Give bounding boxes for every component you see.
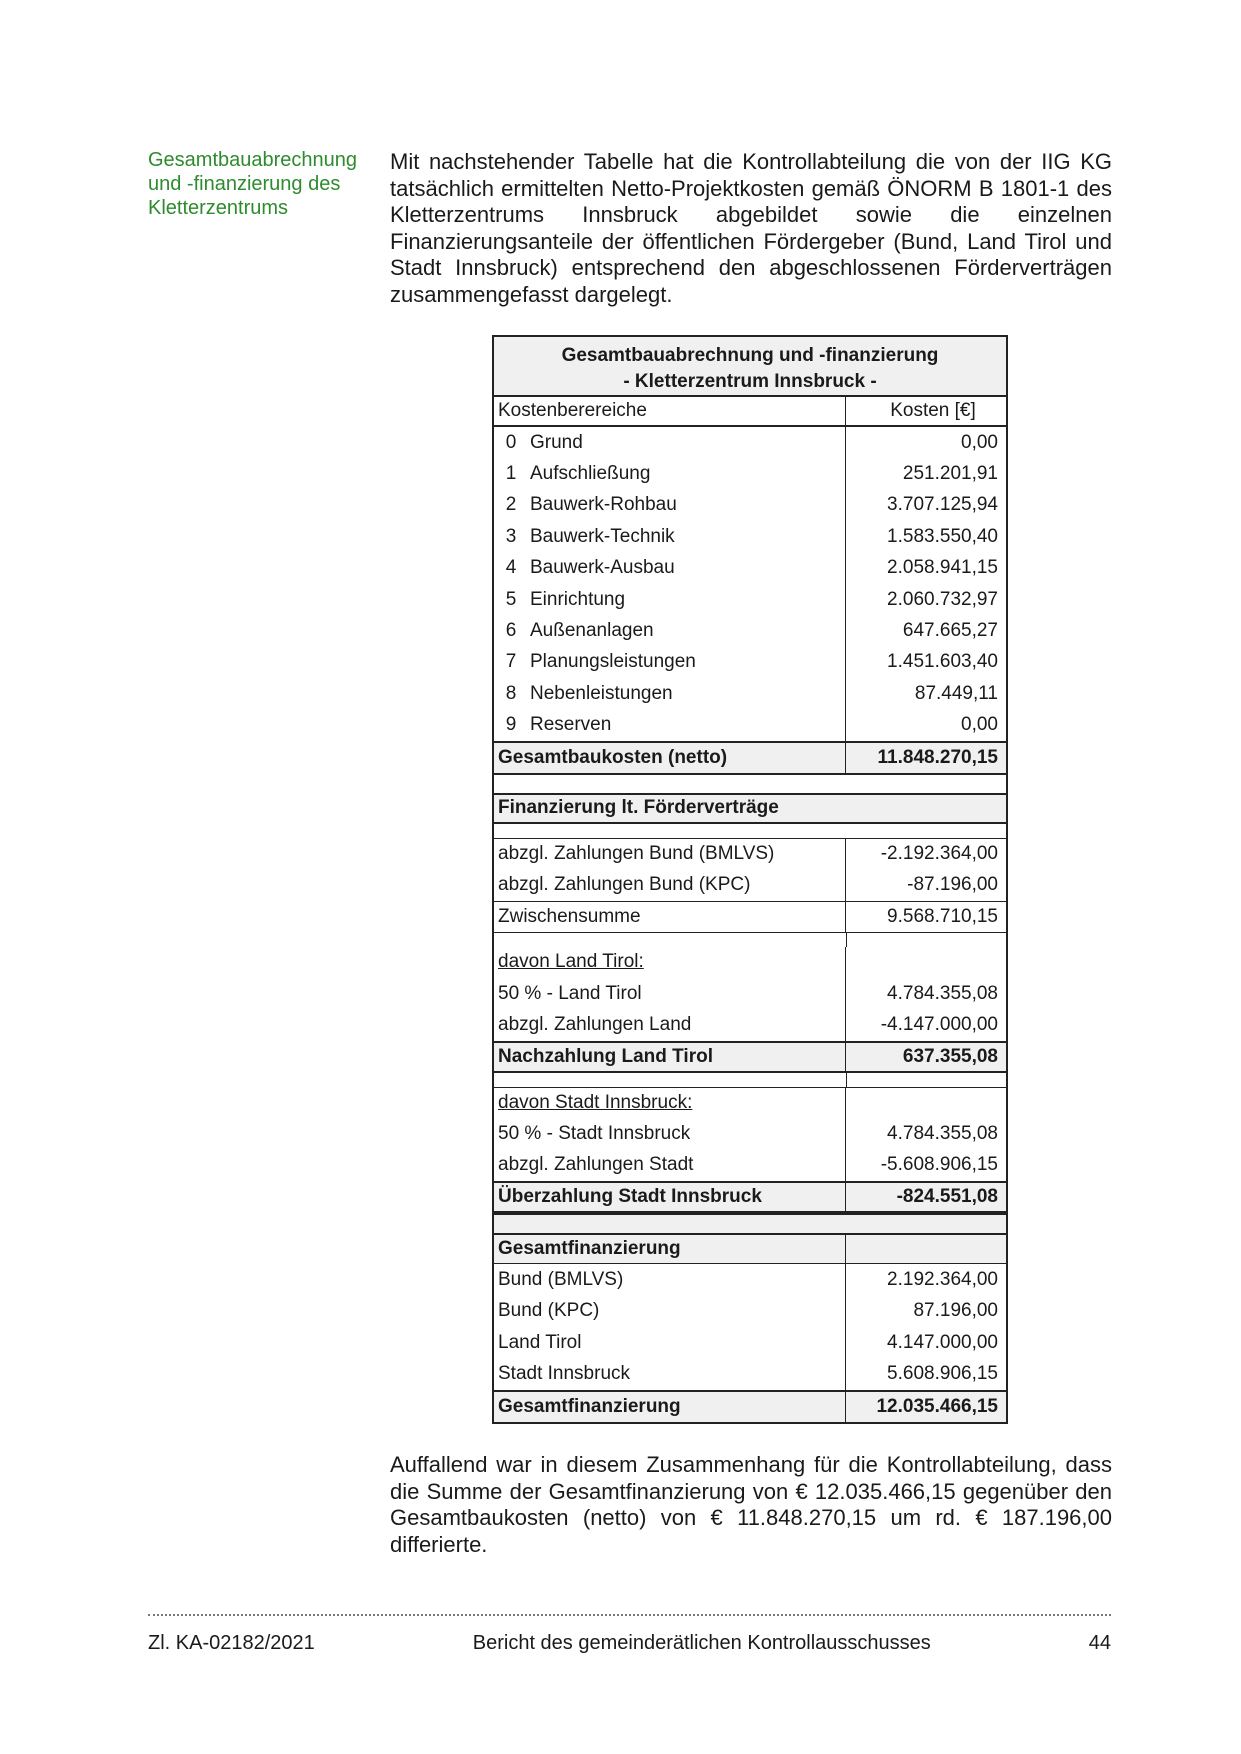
table-row [494,584,1006,615]
table-header-row [494,397,1006,427]
row-label: abzgl. Zahlungen Land [494,1009,846,1040]
row-label: Außenanlagen [530,620,654,642]
outro-text: Auffallend war in diesem Zusammenhang für die Kontrollabteilung, dass die Summe der Gesamtfinanzierung von € 12.035.466,15 gegenüber den Gesamtbaukosten (netto) von € 11.848.270,15 um rd. € 187.196,00 differierte. [390,1452,1112,1557]
table-row [494,1327,1006,1358]
stadt-header: davon Stadt Innsbruck: [498,1092,693,1114]
spacer [494,824,1006,838]
row-label: Einrichtung [530,588,626,610]
table-row [494,1087,1006,1118]
row-label: Aufschließung [530,463,651,485]
row-label: Bund (KPC) [494,1295,846,1326]
footer-reference: Zl. KA-02182/2021 [148,1632,315,1654]
row-label: abzgl. Zahlungen Bund (KPC) [494,869,846,900]
row-label: abzgl. Zahlungen Stadt [494,1150,846,1181]
row-value: 87.449,11 [914,682,998,704]
row-value: -4.147.000,00 [880,1014,998,1036]
row-label: Bund (BMLVS) [494,1264,846,1295]
spacer [494,1073,1006,1087]
row-value: 0,00 [961,431,998,453]
row-value: 1.451.603,40 [887,651,998,673]
stadt-total-row [494,1181,1006,1213]
table-title-line1: Gesamtbauabrechnung und -finanzierung [561,345,939,366]
table-row [494,1009,1006,1040]
row-value: 1.583.550,40 [887,525,998,547]
row-number: 3 [505,525,517,547]
col-header-cost-areas: Kostenberereiche [494,397,846,425]
table-row [494,1295,1006,1326]
total-costs-value: 11.848.270,15 [877,746,998,768]
table-row [494,947,1006,978]
land-total-row [494,1041,1006,1073]
row-label: abzgl. Zahlungen Bund (BMLVS) [494,839,846,869]
subtotal-row [494,901,1006,933]
table-row [494,1358,1006,1389]
side-heading: Gesamtbauabrechnung und -finanzierung des Kletterzentrums [148,149,358,219]
row-number: 6 [505,620,517,642]
intro-text: Mit nachstehender Tabelle hat die Kontrollabteilung die von der IIG KG tatsächlich ermittelten Netto-Projektkosten gemäß ÖNORM B 1801-1 des Kletterzentrums Innsbruck abgebildet sowie die einzelnen Finanzierungsanteile der öffentlichen Fördergeber (Bund, Land Tirol und Stadt Innsbruck) entsprechend den abgeschlossenen Förderverträgen zusammengefasst dargelegt. [390,149,1112,307]
row-number: 1 [505,463,517,485]
row-number: 8 [505,682,517,704]
spacer [494,775,1006,793]
table-row [494,1118,1006,1149]
intro-paragraph [390,149,1112,308]
spacer [494,933,1006,947]
row-number: 2 [505,494,517,516]
row-label: Grund [530,431,583,453]
row-number: 5 [505,588,517,610]
footer-title: Bericht des gemeinderätlichen Kontrollausschusses [472,1632,931,1654]
row-value: 12.035.466,15 [876,1395,998,1417]
row-number: 9 [505,714,517,736]
col-header-costs: Kosten [€] [890,400,976,421]
row-label: Stadt Innsbruck [494,1358,846,1389]
row-value: 2.058.941,15 [887,557,998,579]
table-row [494,710,1006,741]
table-row [494,978,1006,1009]
row-value: 0,00 [961,714,998,736]
row-label: Gesamtfinanzierung [494,1392,846,1422]
outro-paragraph [390,1452,1112,1558]
row-value: 2.192.364,00 [887,1268,998,1290]
financing-header-row [494,793,1006,824]
row-label: 50 % - Stadt Innsbruck [494,1118,846,1149]
table-row [494,521,1006,552]
financing-header: Finanzierung lt. Förderverträge [498,797,779,819]
page-footer [148,1632,1111,1655]
gesamt-header-row [494,1233,1006,1264]
row-label: Nebenleistungen [530,682,673,704]
footer-divider [148,1614,1111,1616]
row-value: -2.192.364,00 [880,843,998,865]
row-value: -5.608.906,15 [880,1154,998,1176]
table-row [494,553,1006,584]
gesamt-total-row [494,1390,1006,1422]
row-label: Bauwerk-Rohbau [530,494,677,516]
row-label: 50 % - Land Tirol [494,978,846,1009]
row-value: 4.784.355,08 [887,982,998,1004]
row-value: -824.551,08 [896,1186,998,1208]
row-value: 4.147.000,00 [887,1331,998,1353]
cost-rows [494,427,1006,741]
table-row [494,615,1006,646]
page-number: 44 [1088,1632,1111,1654]
row-label: Nachzahlung Land Tirol [494,1043,846,1071]
land-header: davon Land Tirol: [498,951,644,973]
row-value: 9.568.710,15 [887,905,998,927]
row-value: 637.355,08 [902,1045,998,1067]
row-label: Land Tirol [494,1327,846,1358]
row-label: Reserven [530,714,612,736]
table-row [494,647,1006,678]
table-row [494,869,1006,900]
row-number: 0 [505,431,517,453]
row-label: Überzahlung Stadt Innsbruck [494,1183,846,1211]
table-row [494,678,1006,709]
row-value: 4.784.355,08 [887,1122,998,1144]
table-title-line2: - Kletterzentrum Innsbruck - [623,371,877,392]
table-title [494,337,1006,397]
row-value: 5.608.906,15 [887,1362,998,1384]
total-costs-label: Gesamtbaukosten (netto) [494,743,846,773]
row-value: 251.201,91 [902,463,998,485]
spacer [494,1213,1006,1233]
row-value: 87.196,00 [913,1300,998,1322]
gesamt-header: Gesamtfinanzierung [494,1235,846,1263]
table-row [494,838,1006,869]
table-row [494,1150,1006,1181]
row-value: 3.707.125,94 [887,494,998,516]
financing-table [492,335,1008,1424]
table-row [494,458,1006,489]
row-label: Planungsleistungen [530,651,696,673]
row-number: 7 [505,651,517,673]
row-value: 647.665,27 [902,620,998,642]
row-label: Bauwerk-Technik [530,525,675,547]
row-value: 2.060.732,97 [887,588,998,610]
row-label: Bauwerk-Ausbau [530,557,675,579]
total-costs-row [494,741,1006,775]
row-value: -87.196,00 [907,873,998,895]
table-row [494,490,1006,521]
table-row [494,427,1006,458]
row-label: Zwischensumme [494,902,846,932]
row-number: 4 [505,557,517,579]
table-row [494,1264,1006,1295]
